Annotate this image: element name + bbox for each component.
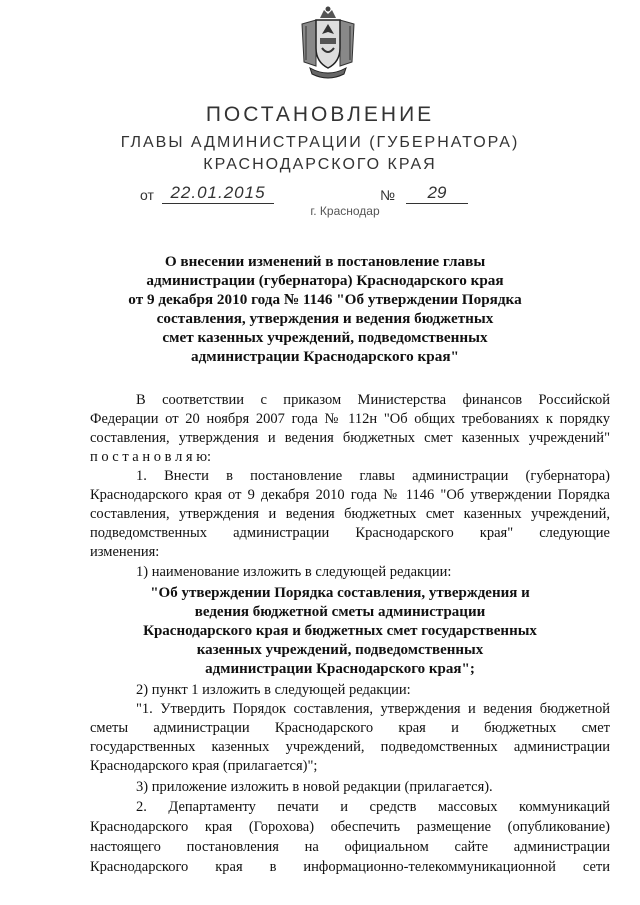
body-line: сметы администрации Краснодарского края и бюджетных смет <box>90 720 610 736</box>
new-name-line: ведения бюджетной сметы администрации <box>194 604 486 620</box>
body-line: 1. Внести в постановление главы администрации (губернатора) <box>136 468 610 484</box>
authority-line-2: КРАСНОДАРСКОГО КРАЯ <box>203 156 437 173</box>
coat-of-arms-icon <box>296 4 360 82</box>
document-title <box>110 252 540 366</box>
body-line: 2. Департаменту печати и средств массовых коммуникаций <box>136 799 610 815</box>
new-name-line: "Об утверждении Порядка составления, утверждения и <box>150 585 530 601</box>
new-name-line: казенных учреждений, подведомственных <box>196 642 484 658</box>
document-type-heading: ПОСТАНОВЛЕНИЕ <box>205 103 435 126</box>
title-line: составления, утверждения и ведения бюджетных <box>156 310 494 327</box>
body-line: составления, утверждения и ведения бюджетных смет казенных учреждений" <box>90 430 610 446</box>
title-line: от 9 декабря 2010 года № 1146 "Об утверждении Порядка <box>128 291 522 308</box>
title-line: администрации Краснодарского края" <box>190 348 459 365</box>
body-line: изменения: <box>90 544 160 560</box>
new-name-line: администрации Краснодарского края"; <box>205 661 475 677</box>
body-line: В соответствии с приказом Министерства финансов Российской <box>136 392 610 408</box>
body-line: государственных казенных учреждений, подведомственных администрации <box>90 739 610 755</box>
body-line: составления, утверждения и ведения бюджетных смет казенных учреждений, <box>90 506 610 522</box>
subitem-3: 3) приложение изложить в новой редакции (прилагается). <box>136 779 493 795</box>
title-line: смет казенных учреждений, подведомственных <box>162 329 488 346</box>
title-line: администрации (губернатора) Краснодарского края <box>146 272 504 289</box>
subitem-2: 2) пункт 1 изложить в следующей редакции: <box>136 682 411 698</box>
body-line: Краснодарского края (Горохова) обеспечить размещение (опубликование) <box>90 819 610 835</box>
new-name-line: Краснодарского края и бюджетных смет государственных <box>143 623 537 639</box>
city-label: г. Краснодар <box>310 204 380 218</box>
body-line: Краснодарского края от 9 декабря 2010 года № 1146 "Об утверждении Порядка <box>90 487 610 503</box>
title-line: О внесении изменений в постановление главы <box>164 253 486 270</box>
number-prefix: № <box>380 187 396 203</box>
body-line: настоящего постановления на официальном сайте администрации <box>90 839 610 855</box>
body-line: Краснодарского края (прилагается)"; <box>90 758 318 774</box>
date-prefix: от <box>140 187 154 203</box>
body-line: подведомственных администрации Краснодарского края" следующие <box>90 525 610 541</box>
subitem-1: 1) наименование изложить в следующей редакции: <box>136 564 452 580</box>
document-number: 29 <box>406 183 468 204</box>
authority-line-1: ГЛАВЫ АДМИНИСТРАЦИИ (ГУБЕРНАТОРА) <box>120 134 520 151</box>
decree-word: п о с т а н о в л я ю: <box>90 449 212 465</box>
document-date: 22.01.2015 <box>162 183 274 204</box>
body-line: "1. Утвердить Порядок составления, утверждения и ведения бюджетной <box>136 701 610 717</box>
body-line: Краснодарского края в информационно-телекоммуникационной сети <box>90 859 610 875</box>
body-line: Федерации от 20 ноября 2007 года № 112н "Об общих требованиях к порядку <box>90 411 610 427</box>
